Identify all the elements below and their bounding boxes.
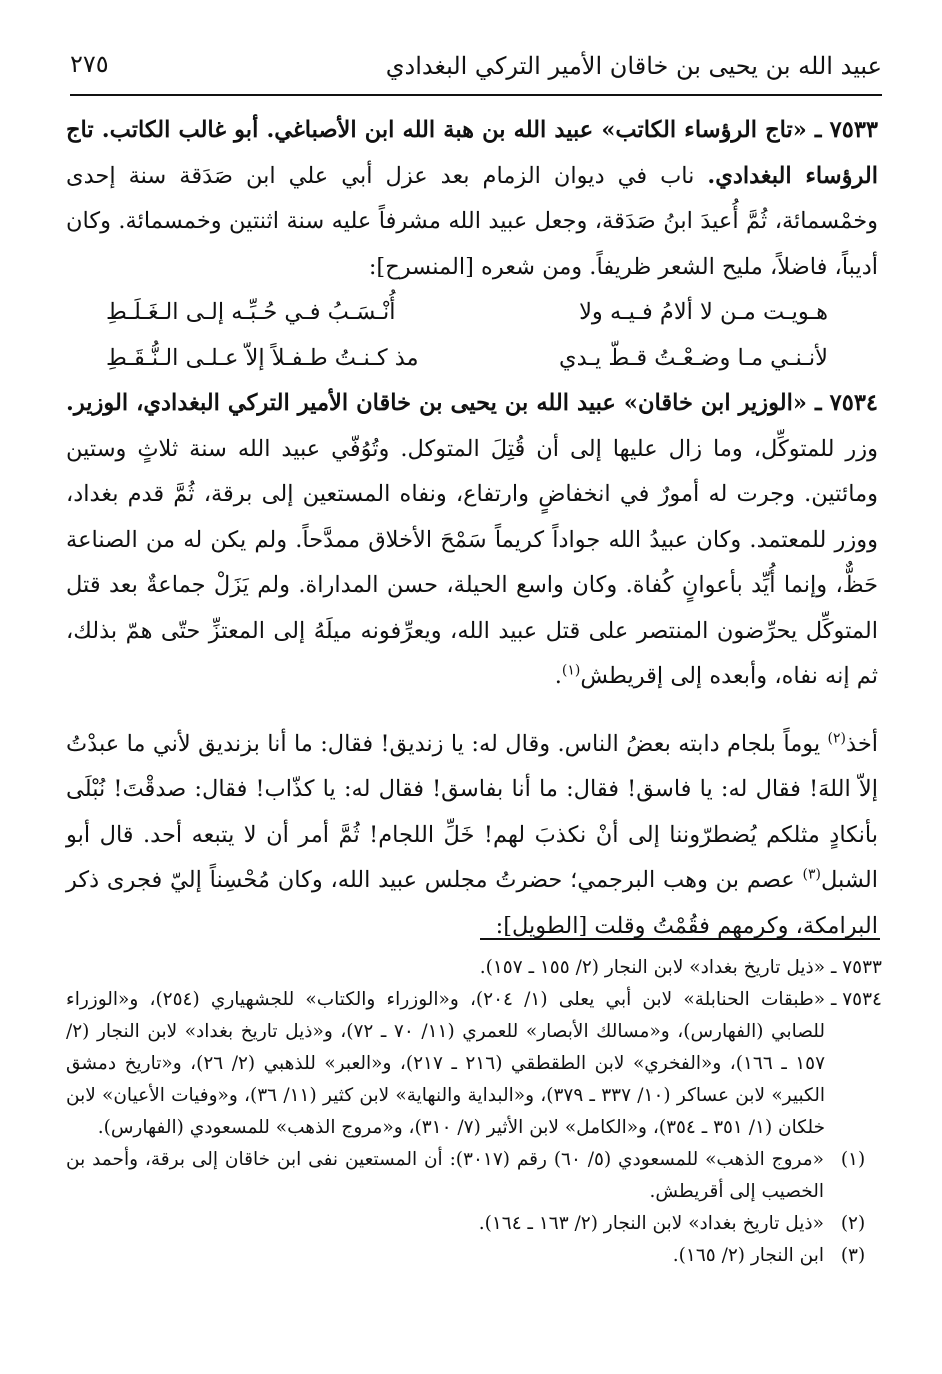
footnote-ref-1[interactable]: (١) xyxy=(561,662,581,679)
verse-1 xyxy=(66,290,878,336)
running-title: عبيد الله بن يحيى بن خاقان الأمير التركي البغدادي xyxy=(385,52,882,80)
footnote-ref-2[interactable]: (٢) xyxy=(827,730,847,746)
footnote-3 xyxy=(66,1240,882,1272)
p2-end: عصم بن وهب البرجمي؛ حضرتُ مجلس عبيد الله، وكان مُحْسِناً إليّ فجرى ذكر البرامكة، وكرمهم فقُمْتُ وقلت [الطويل]: xyxy=(66,867,878,939)
verse-2-second-hemistich: مذ كـنـتُ طـفـلاً إلاّ عـلـى الـنُّـقَـطِ xyxy=(106,344,419,371)
entry-7534-title: ٧٥٣٤ ـ «الوزير ابن خاقان» عبيد الله بن يحيى بن خاقان الأمير التركي البغدادي، الوزير. xyxy=(66,390,878,416)
footnote-7534 xyxy=(66,984,882,1144)
footnote-2 xyxy=(66,1208,882,1240)
footnote-text: «ذيل تاريخ بغداد» لابن النجار (٢/ ١٦٣ ـ ١٦٤). xyxy=(478,1213,824,1234)
footnote-key: ٧٥٣٣ ـ xyxy=(830,957,882,978)
footnote-key: (٣) xyxy=(840,1245,866,1266)
footnote-text: «مروج الذهب» للمسعودي (٥/ ٦٠) رقم (٣٠١٧): أن المستعين نفى ابن خاقان إلى برقة، وأحمد بن الخصيب إلى أقريطش. xyxy=(66,1149,824,1202)
paragraph-gap xyxy=(66,700,878,722)
entry-7534-paragraph-2 xyxy=(66,722,878,950)
footnote-7533 xyxy=(66,952,882,984)
entry-7533-title: ٧٥٣٣ ـ «تاج الرؤساء الكاتب» عبيد الله بن هبة الله ابن الأصباغي. أبو غالب الكاتب. تاج الرؤساء البغدادي. xyxy=(66,117,878,189)
p2-start: أخذ xyxy=(846,730,878,757)
verse-2 xyxy=(66,336,878,382)
footnote-separator xyxy=(480,938,880,940)
verse-1-second-hemistich: أُنْـسَـبُ فـي حُـبِّـه إلـى الـغَـلَـطِ xyxy=(106,299,396,325)
p2-middle: يوماً بلجام دابته بعضُ الناس. وقال له: يا زنديق! فقال: ما أنا بزنديق لأني ما عبدْتُ إلاّ اللهَ! فقال له: يا فاسق! فقال: ما أنا بفاسق! فقال له: يا كذّاب! فقال: صدقْتَ! نُبْلَى بأنكادٍ مثلكم يُضطرّوننا إلى أنْ نكذبَ لهم! خَلِّ اللجام! ثُمَّ أمر أن لا يتبعه أحد. قال أبو الشبل xyxy=(66,730,878,893)
footnotes xyxy=(66,952,882,1272)
footnote-text: «ذيل تاريخ بغداد» لابن النجار (٢/ ١٥٥ ـ ١٥٧). xyxy=(479,957,826,978)
footnote-text: «طبقات الحنابلة» لابن أبي يعلى (١/ ٢٠٤)، و«الوزراء والكتاب» للجشهياري (٢٥٤)، و«الوزراء للصابي (الفهارس)، و«مسالك الأبصار» للعمري (١١/ ٧٠ ـ ٧٢)، و«ذيل تاريخ بغداد» لابن النجار (٢/ ١٥٧ ـ ١٦٦)، و«الفخري» لابن الطقطقي (٢١٦ ـ ٢١٧)، و«العبر» للذهبي (٢/ ٢٦)، و«تاريخ دمشق الكبير» لابن عساكر (١٠/ ٣٣٧ ـ ٣٧٩)، و«البداية والنهاية» لابن كثير (١١/ ٣٦)، و«وفيات الأعيان» لابن خلكان (١/ ٣٥١ ـ ٣٥٤)، و«الكامل» لابن الأثير (٧/ ٣١٠)، و«مروج الذهب» للمسعودي (الفهارس). xyxy=(66,989,826,1138)
footnote-key: (١) xyxy=(840,1149,866,1170)
main-text xyxy=(66,108,878,949)
footnote-ref-3[interactable]: (٣) xyxy=(802,866,821,883)
entry-7533 xyxy=(66,108,878,290)
entry-7533-text: ناب في ديوان الزمام بعد عزل أبي علي ابن صَدَقة سنة إحدى وخمْسمائة، ثُمَّ أُعيدَ ابنُ صَدَقة، وجعل عبيد الله مشرفاً عليه سنة اثنتين وخمسمائة. وكان أديباً، فاضلاً، مليح الشعر ظريفاً. ومن شعره [المنسرح]: xyxy=(66,162,878,280)
entry-7534 xyxy=(66,381,878,700)
entry-7534-text: وزر للمتوكِّل، وما زال عليها إلى أن قُتِلَ المتوكل. وتُوُفّي عبيد الله سنة ثلاثٍ وستين ومائتين. وجرت له أمورٌ في انخفاضٍ وارتفاع، ونفاه المستعين إلى برقة، ثُمَّ قدم بغداد، ووزر للمعتمد. وكان عبيدُ الله جواداً كريماً سَمْحَ الأخلاق ممدَّحاً. ولم يكن له من الصناعة حَظٌّ، وإنما أُيِّد بأعوانٍ كُفاة. وكان واسع الحيلة، حسن المداراة. ولم يَزَلْ جماعةٌ بعد قتل المتوكِّل يحرِّضون المنتصر على قتل عبيد الله، ويعرِّفونه ميلَهُ إلى المعتزِّ حتّى همّ بذلك، ثم إنه نفاه، وأبعده إلى إقريطش xyxy=(66,435,878,689)
page-header xyxy=(70,44,882,96)
entry-7534-text-end: . xyxy=(554,663,562,689)
verse-1-first-hemistich: هـويـت مـن لا ألامُ فـيـه ولا xyxy=(579,299,828,325)
footnote-1 xyxy=(66,1144,882,1208)
footnote-key: ٧٥٣٤ ـ xyxy=(830,989,882,1010)
footnote-key: (٢) xyxy=(840,1213,866,1234)
footnote-text: ابن النجار (٢/ ١٦٥). xyxy=(672,1245,824,1266)
page-number: ٢٧٥ xyxy=(70,50,109,78)
verse-2-first-hemistich: لأنـنـي مـا وضـعْـتُ قـطّ يـدي xyxy=(558,344,828,371)
